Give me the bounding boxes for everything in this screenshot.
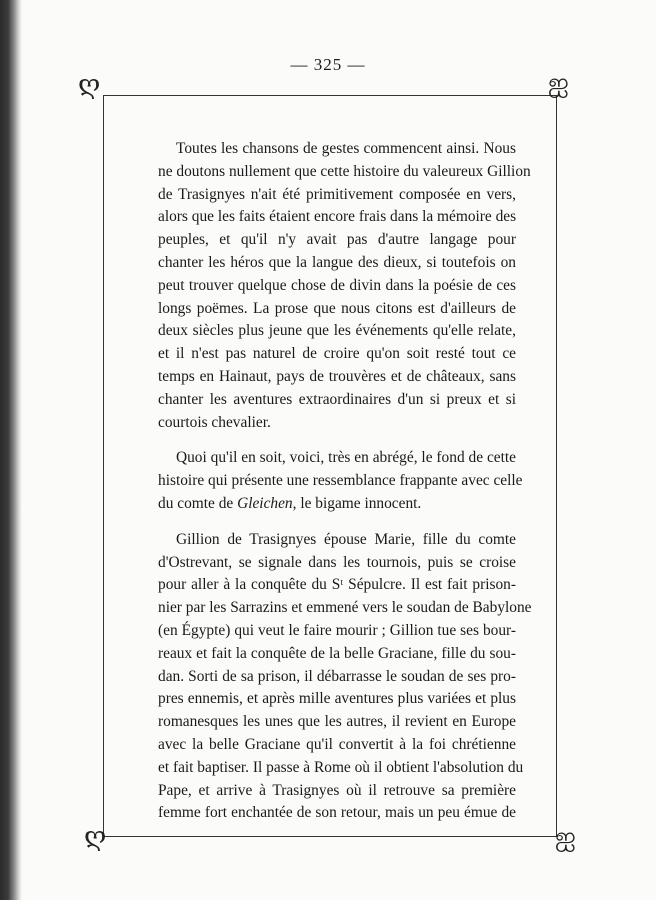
text-line: ne doutons nullement que cette histoire du valeureux Gillion (158, 162, 531, 180)
text-line: (en Égypte) qui veut le faire mourir ; Gillion tue ses bour- (158, 621, 516, 639)
corner-ornament-icon: ஐ (555, 822, 576, 851)
text-line: alors que les faits étaient encore frais dans la mémoire des (158, 208, 517, 226)
text-line: de Trasignyes n'ait été primitivement composée en vers, (158, 185, 516, 203)
text-line: longs poëmes. La prose que nous citons est d'ailleurs de (158, 299, 516, 317)
text-line: nier par les Sarrazins et emmené vers le soudan de Babylone (158, 599, 532, 617)
text-line: deux siècles plus jeune que les événements qu'elle relate, (158, 322, 516, 340)
text-line: et il n'est pas naturel de croire qu'on soit resté tout ce (158, 345, 516, 363)
text-line: Quoi qu'il en soit, voici, très en abrégé, le fond de cette (176, 449, 516, 467)
text-line: romanesques les unes que les autres, il revient en Europe (158, 713, 516, 731)
text-line: Pape, et arrive à Trasignyes où il retrouve sa première (158, 781, 516, 799)
page-number: — 325 — (290, 55, 366, 74)
text-line (158, 493, 516, 516)
text-line: temps en Hainaut, pays de trouvères et de châteaux, sans (158, 367, 516, 385)
text-line: Gillion de Trasignyes épouse Marie, fille du comte (176, 530, 516, 548)
text-line: Toutes les chansons de gestes commencent ainsi. Nous (176, 140, 516, 157)
text-span: du comte de (158, 494, 238, 512)
paragraph (158, 447, 523, 515)
text-line: chanter les aventures extraordinaires d'un si preux et si (158, 390, 516, 408)
text-line: avec la belle Graciane qu'il convertit à la foi chrétienne (158, 735, 516, 753)
text-line: pres ennemis, et après mille aventures plus variées et plus (158, 690, 516, 708)
paragraph (158, 138, 531, 434)
corner-ornament-icon: ஐ (548, 68, 569, 97)
corner-ornament-icon: ღ (78, 70, 101, 99)
text-line: chanter les héros que la langue des dieux, si toutefois on (158, 253, 516, 271)
text-span: , le bigame innocent. (292, 494, 422, 512)
text-line: courtois chevalier. (158, 413, 271, 431)
text-line: peuples, et qu'il n'y avait pas d'autre langage pour (158, 231, 516, 249)
italic-name: Gleichen (237, 494, 293, 512)
text-line: pour aller à la conquête du Sᵗ Sépulcre. Il est fait prison- (158, 576, 516, 594)
corner-ornament-icon: ღ (84, 822, 107, 851)
text-line: reaux et fait la conquête de la belle Graciane, fille du sou- (158, 644, 516, 662)
text-line: femme fort enchantée de son retour, mais un peu émue de (158, 804, 516, 822)
text-line: et fait baptiser. Il passe à Rome où il obtient l'absolution du (158, 758, 524, 776)
text-line: d'Ostrevant, se signale dans les tournois, puis se croise (158, 553, 516, 571)
text-line: histoire qui présente une ressemblance frappante avec celle (158, 472, 523, 490)
text-line: dan. Sorti de sa prison, il débarrasse le soudan de ses pro- (158, 667, 516, 685)
scan-edge (0, 0, 22, 900)
body-text (158, 138, 532, 838)
text-line: peut trouver quelque chose de divin dans la poésie de ces (158, 276, 516, 294)
paragraph (158, 529, 532, 825)
